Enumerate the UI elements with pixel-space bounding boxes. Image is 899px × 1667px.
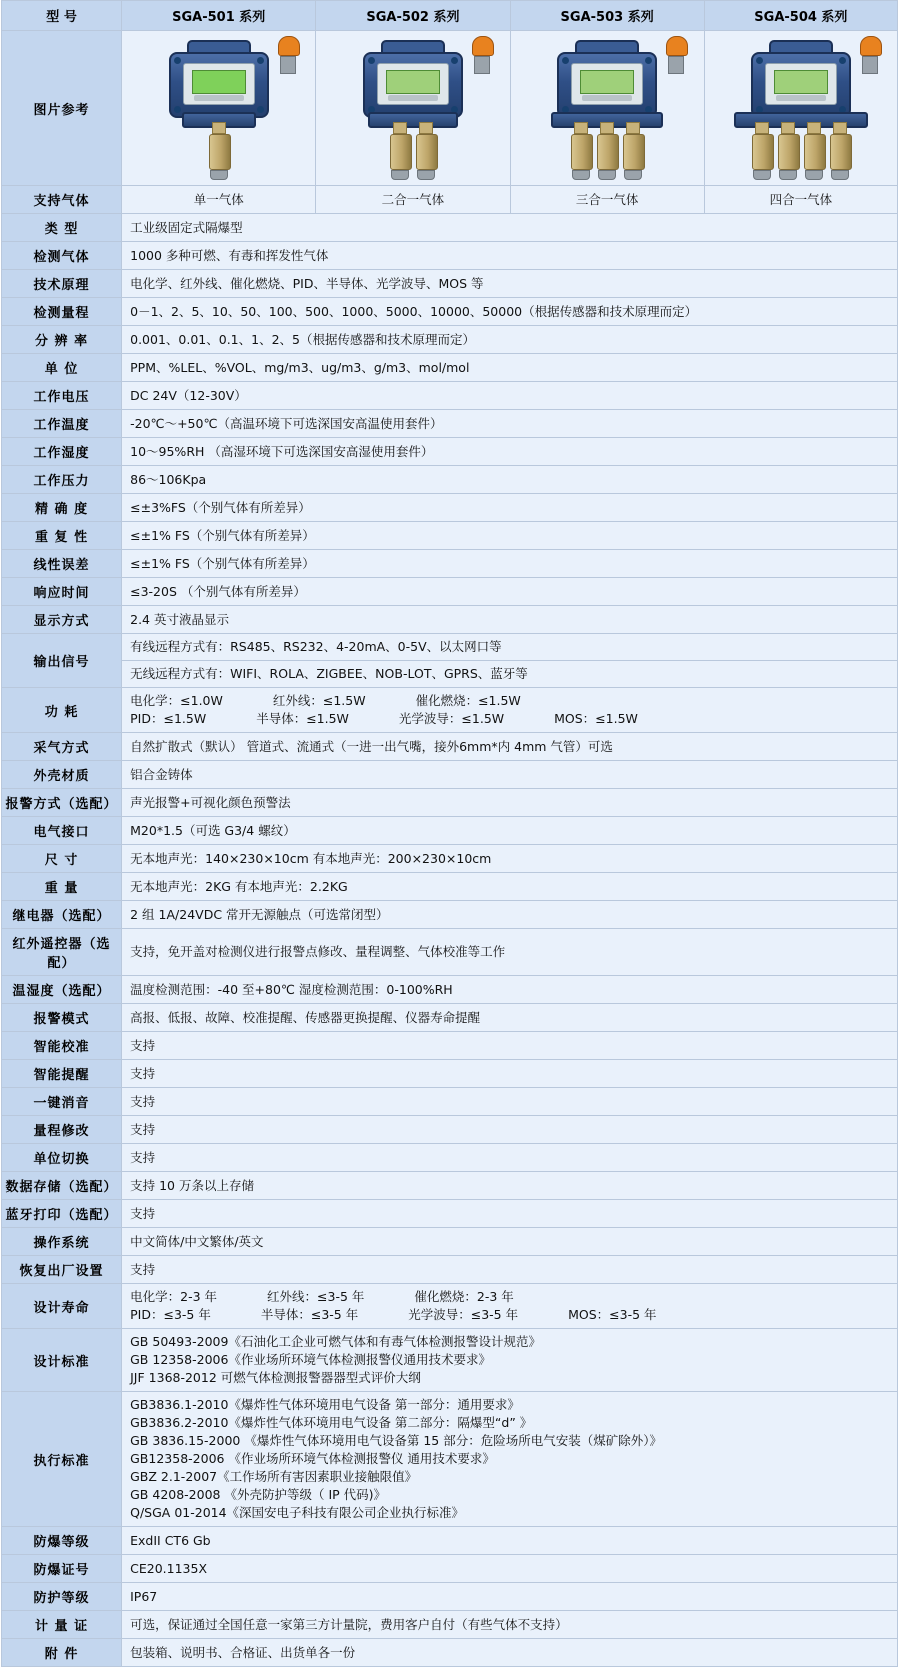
- lifespan-item-5-key: 光学波导：: [408, 1307, 471, 1322]
- power-item-4-value: ≤1.5W: [306, 711, 349, 726]
- row-value-type: 工业级固定式隔爆型: [122, 214, 898, 242]
- row-value-electrical-interface: M20*1.5（可选 G3/4 螺纹）: [122, 817, 898, 845]
- gas-support-504: 四合一气体: [704, 186, 897, 214]
- output-signal-wireless: 无线远程方式有：WIFI、ROLA、ZIGBEE、NOB-LOT、GPRS、蓝牙等: [122, 661, 898, 688]
- table-row-ip-rating: [2, 1583, 898, 1611]
- lifespan-item-3-value: ≤3-5 年: [163, 1307, 211, 1322]
- row-label-relay: 继电器（选配）: [2, 901, 122, 929]
- table-row-os: [2, 1228, 898, 1256]
- table-row-unit-switch: [2, 1144, 898, 1172]
- table-row-response-time: [2, 578, 898, 606]
- gas-support-501: 单一气体: [122, 186, 316, 214]
- row-value-exec-standard: [122, 1392, 898, 1527]
- table-row-unit: [2, 354, 898, 382]
- lifespan-item-1-value: ≤3-5 年: [317, 1289, 365, 1304]
- table-row-data-storage: [2, 1172, 898, 1200]
- row-value-accessories: 包装箱、说明书、合格证、出货单各一份: [122, 1639, 898, 1667]
- power-item-5-value: ≤1.5W: [461, 711, 505, 726]
- row-value-range: 0－1、2、5、10、50、100、500、1000、5000、10000、50000（根据传感器和技术原理而定）: [122, 298, 898, 326]
- alarm-lamp-icon: [278, 36, 298, 70]
- table-row-accuracy: [2, 494, 898, 522]
- table-row-detect-gas: [2, 242, 898, 270]
- row-label-repeatability: 重 复 性: [2, 522, 122, 550]
- row-label-ip-rating: 防护等级: [2, 1583, 122, 1611]
- table-row-images: [2, 31, 898, 186]
- table-row-voltage: [2, 382, 898, 410]
- row-label-factory-reset: 恢复出厂设置: [2, 1256, 122, 1284]
- gas-support-502: 二合一气体: [316, 186, 510, 214]
- exec-standard-line-3: GB12358-2006 《作业场所环境气体检测报警仪 通用技术要求》: [130, 1451, 495, 1466]
- product-image-503: [510, 31, 704, 186]
- row-value-repeatability: ≤±1% FS（个别气体有所差异）: [122, 522, 898, 550]
- row-label-temp-humidity-option: 温湿度（选配）: [2, 976, 122, 1004]
- table-row-work-humidity: [2, 438, 898, 466]
- row-value-ip-rating: IP67: [122, 1583, 898, 1611]
- series-header-503: SGA-503 系列: [510, 1, 704, 31]
- table-row-dimension: [2, 845, 898, 873]
- table-row-alarm-mode-option: [2, 789, 898, 817]
- specification-table: [1, 0, 898, 1667]
- row-label-os: 操作系统: [2, 1228, 122, 1256]
- table-row-power: [2, 688, 898, 733]
- row-value-range-modify: 支持: [122, 1116, 898, 1144]
- lifespan-item-0-key: 电化学：: [130, 1289, 181, 1304]
- row-value-lifespan: [122, 1284, 898, 1329]
- table-row-metrology-cert: [2, 1611, 898, 1639]
- row-value-ir-remote: 支持，免开盖对检测仪进行报警点修改、量程调整、气体校准等工作: [122, 929, 898, 976]
- table-row-model: [2, 1, 898, 31]
- row-label-accessories: 附 件: [2, 1639, 122, 1667]
- row-label-bluetooth-print: 蓝牙打印（选配）: [2, 1200, 122, 1228]
- table-row-display: [2, 606, 898, 634]
- row-label-alarm-mode-option: 报警方式（选配）: [2, 789, 122, 817]
- row-label-design-standard: 设计标准: [2, 1329, 122, 1392]
- row-label-lifespan: 设计寿命: [2, 1284, 122, 1329]
- table-row-weight: [2, 873, 898, 901]
- table-row-smart-reminder: [2, 1060, 898, 1088]
- table-row-electrical-interface: [2, 817, 898, 845]
- exec-standard-line-0: GB3836.1-2010《爆炸性气体环境用电气设备 第一部分：通用要求》: [130, 1397, 520, 1412]
- row-value-principle: 电化学、红外线、催化燃烧、PID、半导体、光学波导、MOS 等: [122, 270, 898, 298]
- row-value-housing: 铝合金铸体: [122, 761, 898, 789]
- row-value-smart-calibration: 支持: [122, 1032, 898, 1060]
- row-value-metrology-cert: 可选，保证通过全国任意一家第三方计量院，费用客户自付（有些气体不支持）: [122, 1611, 898, 1639]
- table-row-relay: [2, 901, 898, 929]
- table-row-repeatability: [2, 522, 898, 550]
- series-header-504: SGA-504 系列: [704, 1, 897, 31]
- row-label-one-key-mute: 一键消音: [2, 1088, 122, 1116]
- series-header-502: SGA-502 系列: [316, 1, 510, 31]
- power-item-2-value: ≤1.5W: [478, 693, 521, 708]
- table-row-lifespan: [2, 1284, 898, 1329]
- row-value-unit: PPM、%LEL、%VOL、mg/m3、ug/m3、g/m3、mol/mol: [122, 354, 898, 382]
- row-label-display: 显示方式: [2, 606, 122, 634]
- row-label-work-temp: 工作温度: [2, 410, 122, 438]
- exec-standard-line-1: GB3836.2-2010《爆炸性气体环境用电气设备 第二部分：隔爆型“d” 》: [130, 1415, 533, 1430]
- row-value-design-standard: [122, 1329, 898, 1392]
- row-value-one-key-mute: 支持: [122, 1088, 898, 1116]
- row-label-sampling: 采气方式: [2, 733, 122, 761]
- table-row-alarm-modes: [2, 1004, 898, 1032]
- table-row-ex-certificate: [2, 1555, 898, 1583]
- product-image-501: [122, 31, 316, 186]
- design-standard-line-1: GB 12358-2006《作业场所环境气体检测报警仪通用技术要求》: [130, 1352, 491, 1367]
- row-label-accuracy: 精 确 度: [2, 494, 122, 522]
- power-item-1-key: 红外线：: [272, 693, 323, 708]
- row-label-housing: 外壳材质: [2, 761, 122, 789]
- row-label-work-pressure: 工作压力: [2, 466, 122, 494]
- power-item-6-value: ≤1.5W: [595, 711, 638, 726]
- row-value-accuracy: ≤±3%FS（个别气体有所差异）: [122, 494, 898, 522]
- table-row-temp-humidity-option: [2, 976, 898, 1004]
- row-value-unit-switch: 支持: [122, 1144, 898, 1172]
- row-value-power: [122, 688, 898, 733]
- power-item-2-key: 催化燃烧：: [415, 693, 479, 708]
- row-value-ex-rating: ExdII CT6 Gb: [122, 1527, 898, 1555]
- row-label-model: 型 号: [2, 1, 122, 31]
- row-label-ex-certificate: 防爆证号: [2, 1555, 122, 1583]
- detector-illustration-1: [134, 34, 304, 182]
- row-label-unit: 单 位: [2, 354, 122, 382]
- row-label-smart-calibration: 智能校准: [2, 1032, 122, 1060]
- row-label-voltage: 工作电压: [2, 382, 122, 410]
- row-value-voltage: DC 24V（12-30V）: [122, 382, 898, 410]
- lifespan-item-0-value: 2-3 年: [180, 1289, 218, 1304]
- output-signal-wired: 有线远程方式有：RS485、RS232、4-20mA、0-5V、以太网口等: [122, 634, 898, 661]
- row-value-bluetooth-print: 支持: [122, 1200, 898, 1228]
- row-value-alarm-mode-option: 声光报警+可视化颜色预警法: [122, 789, 898, 817]
- row-value-os: 中文简体/中文繁体/英文: [122, 1228, 898, 1256]
- row-label-image-reference: 图片参考: [2, 31, 122, 186]
- product-image-502: [316, 31, 510, 186]
- row-value-display: 2.4 英寸液晶显示: [122, 606, 898, 634]
- lifespan-item-6-key: MOS：: [568, 1307, 610, 1322]
- power-item-4-key: 半导体：: [256, 711, 307, 726]
- row-label-power: 功 耗: [2, 688, 122, 733]
- table-row-linearity: [2, 550, 898, 578]
- row-label-range: 检测量程: [2, 298, 122, 326]
- series-header-501: SGA-501 系列: [122, 1, 316, 31]
- row-label-ir-remote: 红外遥控器（选配）: [2, 929, 122, 976]
- row-value-resolution: 0.001、0.01、0.1、1、2、5（根据传感器和技术原理而定）: [122, 326, 898, 354]
- row-value-work-temp: -20℃～+50℃（高温环境下可选深国安高温使用套件）: [122, 410, 898, 438]
- lifespan-item-4-key: 半导体：: [260, 1307, 311, 1322]
- row-label-ex-rating: 防爆等级: [2, 1527, 122, 1555]
- row-label-principle: 技术原理: [2, 270, 122, 298]
- table-row-accessories: [2, 1639, 898, 1667]
- table-row-ex-rating: [2, 1527, 898, 1555]
- table-row-housing: [2, 761, 898, 789]
- detector-illustration-3: [522, 34, 692, 182]
- row-label-resolution: 分 辨 率: [2, 326, 122, 354]
- row-value-weight: 无本地声光：2KG 有本地声光：2.2KG: [122, 873, 898, 901]
- row-value-data-storage: 支持 10 万条以上存储: [122, 1172, 898, 1200]
- row-label-exec-standard: 执行标准: [2, 1392, 122, 1527]
- power-item-6-key: MOS：: [554, 711, 596, 726]
- table-row-exec-standard: [2, 1392, 898, 1527]
- row-label-weight: 重 量: [2, 873, 122, 901]
- row-label-response-time: 响应时间: [2, 578, 122, 606]
- row-label-alarm-modes: 报警模式: [2, 1004, 122, 1032]
- row-value-work-pressure: 86～106Kpa: [122, 466, 898, 494]
- power-item-5-key: 光学波导：: [398, 711, 462, 726]
- row-value-dimension: 无本地声光：140×230×10cm 有本地声光：200×230×10cm: [122, 845, 898, 873]
- row-value-sampling: 自然扩散式（默认） 管道式、流通式（一进一出气嘴，接外6mm*内 4mm 气管）可选: [122, 733, 898, 761]
- power-item-3-key: PID：: [130, 711, 164, 726]
- lifespan-item-3-key: PID：: [130, 1307, 164, 1322]
- table-row-ir-remote: [2, 929, 898, 976]
- power-item-1-value: ≤1.5W: [322, 693, 366, 708]
- exec-standard-line-6: Q/SGA 01-2014《深国安电子科技有限公司企业执行标准》: [130, 1505, 465, 1520]
- alarm-lamp-icon: [860, 36, 880, 70]
- table-row-work-pressure: [2, 466, 898, 494]
- table-row-one-key-mute: [2, 1088, 898, 1116]
- table-row-principle: [2, 270, 898, 298]
- row-label-output-signal: 输出信号: [2, 634, 122, 688]
- table-row-range-modify: [2, 1116, 898, 1144]
- table-row-range: [2, 298, 898, 326]
- table-row-output-signal-line1: [2, 634, 898, 661]
- row-value-detect-gas: 1000 多种可燃、有毒和挥发性气体: [122, 242, 898, 270]
- power-item-0-value: ≤1.0W: [180, 693, 223, 708]
- row-label-type: 类 型: [2, 214, 122, 242]
- gas-support-503: 三合一气体: [510, 186, 704, 214]
- row-value-temp-humidity-option: 温度检测范围：-40 至+80℃ 湿度检测范围：0-100%RH: [122, 976, 898, 1004]
- lifespan-item-4-value: ≤3-5 年: [310, 1307, 359, 1322]
- row-label-electrical-interface: 电气接口: [2, 817, 122, 845]
- row-value-relay: 2 组 1A/24VDC 常开无源触点（可选常闭型）: [122, 901, 898, 929]
- row-label-unit-switch: 单位切换: [2, 1144, 122, 1172]
- lifespan-item-2-value: 2-3 年: [476, 1289, 514, 1304]
- design-standard-line-2: JJF 1368-2012 可燃气体检测报警器器型式评价大纲: [130, 1370, 421, 1385]
- power-item-0-key: 电化学：: [130, 693, 181, 708]
- row-label-gas-support: 支持气体: [2, 186, 122, 214]
- detector-illustration-2: [328, 34, 498, 182]
- table-row-resolution: [2, 326, 898, 354]
- alarm-lamp-icon: [666, 36, 686, 70]
- lifespan-item-5-value: ≤3-5 年: [470, 1307, 519, 1322]
- lifespan-item-2-key: 催化燃烧：: [414, 1289, 477, 1304]
- row-label-range-modify: 量程修改: [2, 1116, 122, 1144]
- lifespan-item-1-key: 红外线：: [267, 1289, 318, 1304]
- power-item-3-value: ≤1.5W: [163, 711, 207, 726]
- row-value-smart-reminder: 支持: [122, 1060, 898, 1088]
- table-row-bluetooth-print: [2, 1200, 898, 1228]
- lifespan-item-6-value: ≤3-5 年: [609, 1307, 657, 1322]
- table-row-design-standard: [2, 1329, 898, 1392]
- row-label-work-humidity: 工作湿度: [2, 438, 122, 466]
- row-value-factory-reset: 支持: [122, 1256, 898, 1284]
- design-standard-line-0: GB 50493-2009《石油化工企业可燃气体和有毒气体检测报警设计规范》: [130, 1334, 541, 1349]
- table-row-work-temp: [2, 410, 898, 438]
- product-image-504: [704, 31, 897, 186]
- table-row-type: [2, 214, 898, 242]
- row-value-linearity: ≤±1% FS（个别气体有所差异）: [122, 550, 898, 578]
- detector-illustration-4: [716, 34, 886, 182]
- row-label-metrology-cert: 计 量 证: [2, 1611, 122, 1639]
- table-row-gas-support: [2, 186, 898, 214]
- table-row-factory-reset: [2, 1256, 898, 1284]
- exec-standard-line-2: GB 3836.15-2000 《爆炸性气体环境用电气设备第 15 部分：危险场所电气安装（煤矿除外）》: [130, 1433, 662, 1448]
- table-row-output-signal-line2: [2, 661, 898, 688]
- row-value-work-humidity: 10～95%RH （高湿环境下可选深国安高湿使用套件）: [122, 438, 898, 466]
- exec-standard-line-5: GB 4208-2008 《外壳防护等级（ IP 代码)》: [130, 1487, 387, 1502]
- row-value-alarm-modes: 高报、低报、故障、校准提醒、传感器更换提醒、仪器寿命提醒: [122, 1004, 898, 1032]
- table-row-smart-calibration: [2, 1032, 898, 1060]
- row-label-smart-reminder: 智能提醒: [2, 1060, 122, 1088]
- row-label-data-storage: 数据存储（选配）: [2, 1172, 122, 1200]
- row-label-detect-gas: 检测气体: [2, 242, 122, 270]
- alarm-lamp-icon: [472, 36, 492, 70]
- row-label-linearity: 线性误差: [2, 550, 122, 578]
- table-row-sampling: [2, 733, 898, 761]
- row-value-ex-certificate: CE20.1135X: [122, 1555, 898, 1583]
- exec-standard-line-4: GBZ 2.1-2007《工作场所有害因素职业接触限值》: [130, 1469, 418, 1484]
- row-label-dimension: 尺 寸: [2, 845, 122, 873]
- row-value-response-time: ≤3-20S （个别气体有所差异）: [122, 578, 898, 606]
